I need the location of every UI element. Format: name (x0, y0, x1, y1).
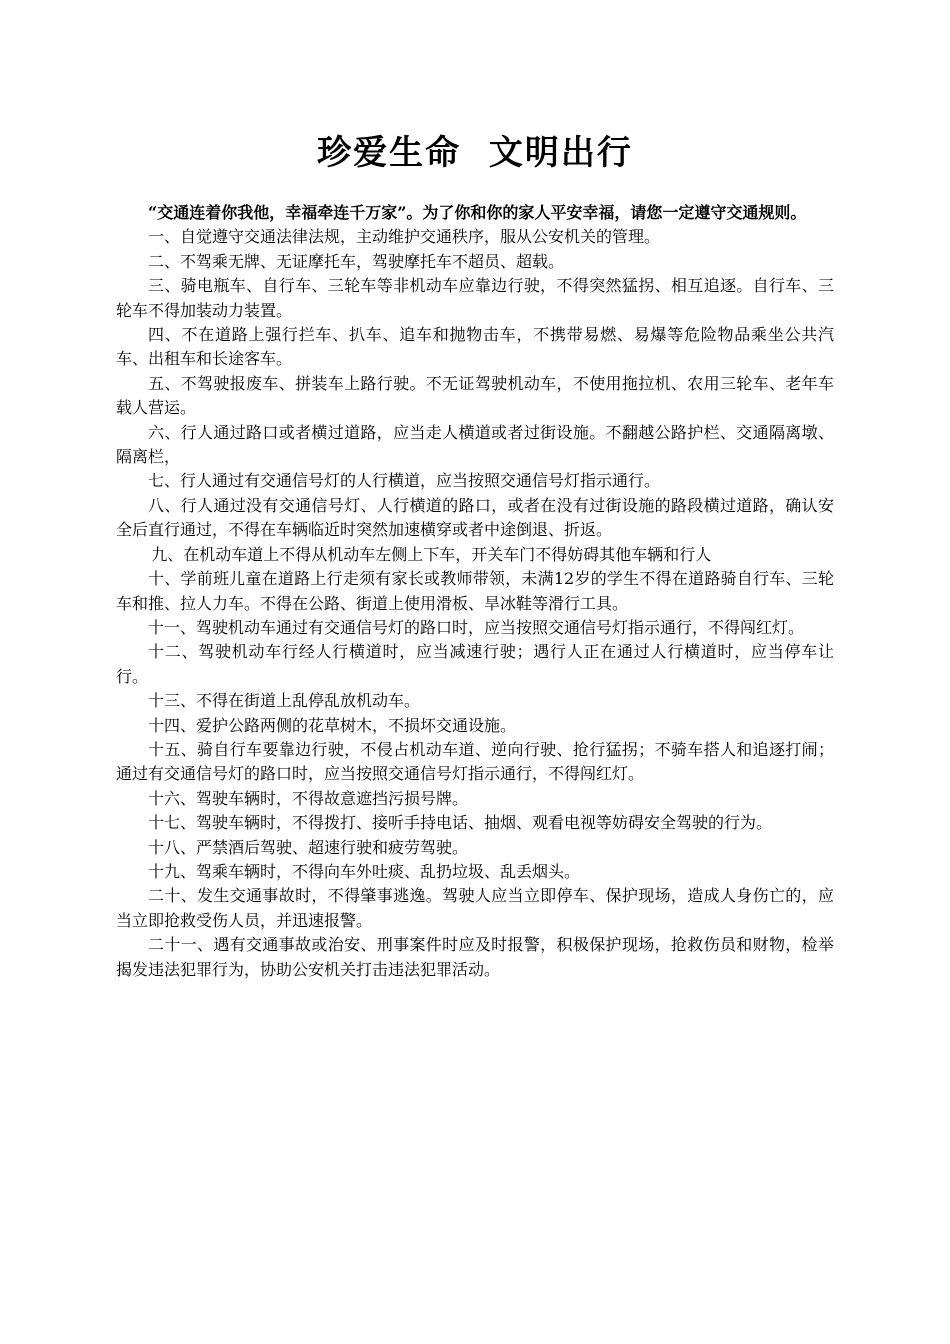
rule-paragraph-8: 八、行人通过没有交通信号灯、人行横道的路口，或者在没有过街设施的路段横过道路，确认安全后直行通过，不得在车辆临近时突然加速横穿或者中途倒退、折返。 (116, 495, 834, 540)
document-body (116, 201, 834, 982)
rule-paragraph-14: 十四、爱护公路两侧的花草树木，不损坏交通设施。 (148, 715, 517, 735)
rule-paragraph-5: 五、不驾驶报废车、拼装车上路行驶。不无证驾驶机动车，不使用拖拉机、农用三轮车、老年车载人营运。 (116, 373, 834, 418)
rule-paragraph-20: 二十、发生交通事故时，不得肇事逃逸。驾驶人应当立即停车、保护现场，造成人身伤亡的，应当立即抢救受伤人员，并迅速报警。 (116, 886, 834, 930)
rule-paragraph-21: 二十一、遇有交通事故或治安、刑事案件时应及时报警，积极保护现场，抢救伤员和财物，检举揭发违法犯罪行为，协助公安机关打击违法犯罪活动。 (116, 935, 834, 979)
rule-paragraph-7: 七、行人通过有交通信号灯的人行横道，应当按照交通信号灯指示通行。 (148, 471, 661, 491)
rule-paragraph-15: 十五、骑自行车要靠边行驶，不侵占机动车道、逆向行驶、抢行猛拐；不骑车搭人和追逐打闹；通过有交通信号灯的路口时，应当按照交通信号灯指示通行，不得闯红灯。 (116, 739, 834, 784)
rule-paragraph-19: 十九、驾乘车辆时，不得向车外吐痰、乱扔垃圾、乱丢烟头。 (148, 861, 581, 881)
intro-paragraph: “交通连着你我他，幸福牵连千万家”。为了你和你的家人平安幸福，请您一定遵守交通规则。 (148, 203, 807, 222)
rule-paragraph-4: 四、不在道路上强行拦车、扒车、追车和抛物击车，不携带易燃、易爆等危险物品乘坐公共汽车、出租车和长途客车。 (116, 325, 834, 369)
rule-paragraph-18: 十八、严禁酒后驾驶、超速行驶和疲劳驾驶。 (148, 837, 469, 857)
rule-paragraph-1: 一、自觉遵守交通法律法规，主动维护交通秩序，服从公安机关的管理。 (148, 227, 661, 247)
rule-paragraph-12: 十二、驾驶机动车行经人行横道时，应当减速行驶；遇行人正在通过人行横道时，应当停车让行。 (116, 642, 834, 686)
rule-paragraph-2: 二、不驾乘无牌、无证摩托车，驾驶摩托车不超员、超载。 (148, 251, 565, 271)
rule-paragraph-6: 六、行人通过路口或者横过道路，应当走人横道或者过街设施。不翻越公路护栏、交通隔离墩、隔离栏， (116, 422, 834, 467)
rule-paragraph-11: 十一、驾驶机动车通过有交通信号灯的路口时，应当按照交通信号灯指示通行，不得闯红灯。 (148, 617, 805, 637)
rule-paragraph-9: 九、在机动车道上不得从机动车左侧上下车，开关车门不得妨碍其他车辆和行人 (151, 544, 712, 564)
rule-paragraph-3: 三、骑电瓶车、自行车、三轮车等非机动车应靠边行驶，不得突然猛拐、相互追逐。自行车、三轮车不得加装动力装置。 (116, 276, 834, 320)
rule-paragraph-17: 十七、驾驶车辆时，不得拨打、接听手持电话、抽烟、观看电视等妨碍安全驾驶的行为。 (148, 813, 773, 833)
rule-paragraph-10: 十、学前班儿童在道路上行走须有家长或教师带领，未满12岁的学生不得在道路骑自行车、三轮车和推、拉人力车。不得在公路、街道上使用滑板、旱冰鞋等滑行工具。 (116, 569, 834, 613)
rule-paragraph-13: 十三、不得在街道上乱停乱放机动车。 (148, 691, 421, 711)
document-title: 珍爱生命 文明出行 (317, 133, 633, 173)
rule-paragraph-16: 十六、驾驶车辆时，不得故意遮挡污损号牌。 (148, 788, 469, 808)
